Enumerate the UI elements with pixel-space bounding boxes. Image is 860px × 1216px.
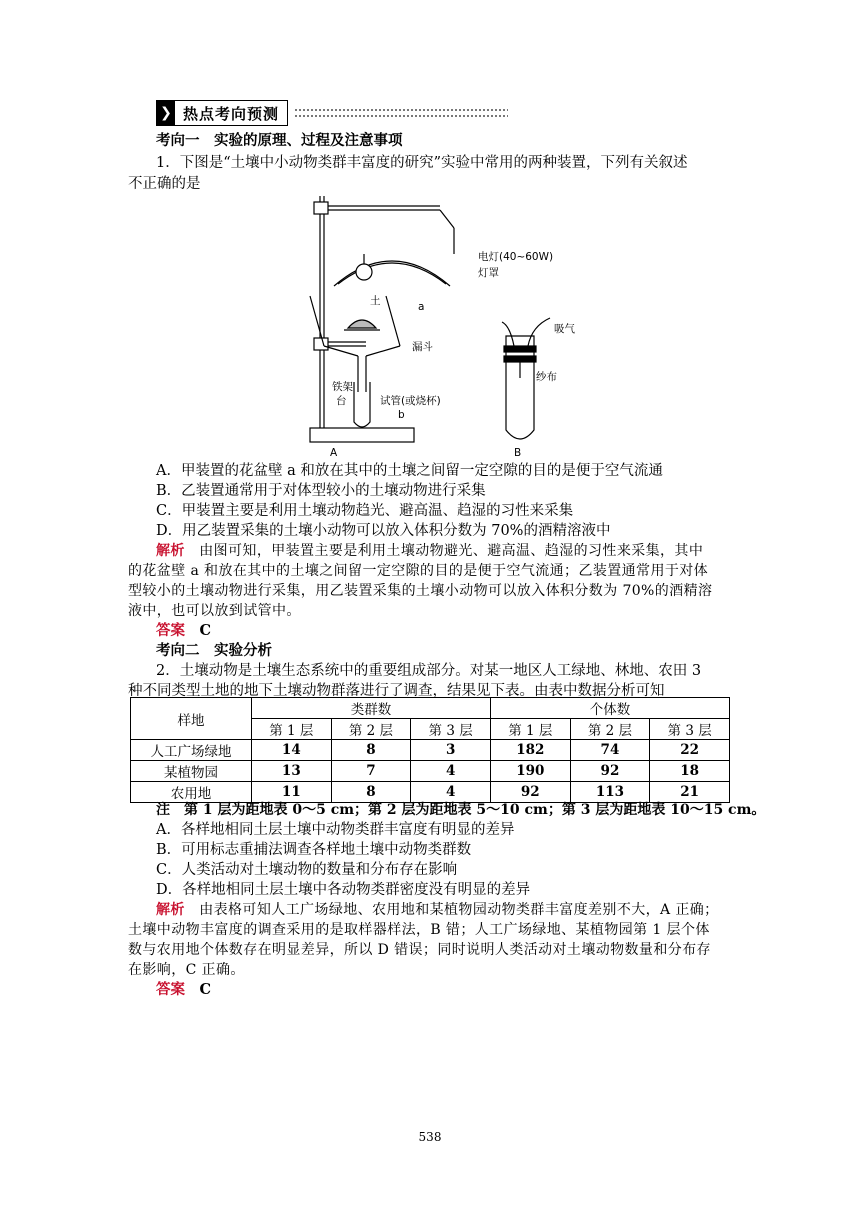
table-cell: 182 xyxy=(490,740,570,761)
table-cell: 8 xyxy=(331,782,411,803)
soil-animal-table xyxy=(130,697,730,803)
q1-option-d: D．用乙装置采集的土壤小动物可以放入体积分数为 70%的酒精溶液中 xyxy=(156,523,611,539)
row-site: 农用地 xyxy=(131,782,252,803)
section-banner xyxy=(156,100,508,126)
header-layer: 第 1 层 xyxy=(490,719,570,740)
table-cell: 4 xyxy=(411,761,491,782)
header-group-species: 类群数 xyxy=(252,698,491,719)
page-number: 538 xyxy=(418,1130,442,1144)
header-layer: 第 1 层 xyxy=(252,719,332,740)
table-cell: 22 xyxy=(650,740,730,761)
table-cell: 14 xyxy=(252,740,332,761)
table-cell: 74 xyxy=(570,740,650,761)
row-site: 人工广场绿地 xyxy=(131,740,252,761)
label-funnel: 漏斗 xyxy=(412,341,433,353)
q2-option-c: C．人类活动对土壤动物的数量和分布存在影响 xyxy=(156,862,458,878)
label-lamp: 电灯(40~60W) xyxy=(478,251,554,263)
section2-title: 考向二 实验分析 xyxy=(156,643,272,659)
header-layer: 第 2 层 xyxy=(331,719,411,740)
table-cell: 18 xyxy=(650,761,730,782)
table-cell: 4 xyxy=(411,782,491,803)
q2-analysis-text1: 由表格可知人工广场绿地、农用地和某植物园动物类群丰富度差别不大，A 正确； xyxy=(199,902,719,918)
q2-answer-value: C xyxy=(199,981,212,998)
q1-analysis-label: 解析 xyxy=(156,543,185,559)
table-cell: 11 xyxy=(252,782,332,803)
q2-analysis-line4: 在影响，C 正确。 xyxy=(128,962,245,978)
table-cell: 13 xyxy=(252,761,332,782)
table-cell: 92 xyxy=(570,761,650,782)
q1-analysis-line3: 型较小的土壤动物进行采集，用乙装置采集的土壤小动物可以放入体积分数为 70%的酒精溶 xyxy=(128,583,713,599)
apparatus-figure xyxy=(300,186,590,462)
q1-option-b: B．乙装置通常用于对体型较小的土壤动物进行采集 xyxy=(156,483,486,499)
q2-analysis-line3: 数与农用地个体数存在明显差异，所以 D 错误；同时说明人类活动对土壤动物数量和分布存 xyxy=(128,942,711,958)
header-group-individuals: 个体数 xyxy=(490,698,729,719)
q1-option-c: C．甲装置主要是利用土壤动物趋光、避高温、趋湿的习性来采集 xyxy=(156,503,574,519)
q2-answer-label: 答案 xyxy=(156,982,185,998)
table-row xyxy=(131,761,730,782)
table-header-row-1 xyxy=(131,698,730,719)
table-cell: 113 xyxy=(570,782,650,803)
table-row xyxy=(131,740,730,761)
row-site: 某植物园 xyxy=(131,761,252,782)
table-cell: 92 xyxy=(490,782,570,803)
q1-option-a: A．甲装置的花盆壁 a 和放在其中的土壤之间留一定空隙的目的是便于空气流通 xyxy=(156,463,663,479)
q2-stem-line2: 种不同类型土地的地下土壤动物群落进行了调查，结果见下表。由表中数据分析可知 xyxy=(128,683,665,699)
label-b: b xyxy=(398,409,405,421)
banner-title: 热点考向预测 xyxy=(183,104,280,123)
table-note: 注 第 1 层为距地表 0～5 cm；第 2 层为距地表 5～10 cm；第 3 层为距地表 10～15 cm。 xyxy=(156,802,766,818)
q2-analysis-line2: 土壤中动物丰富度的调查采用的是取样器样法，B 错；人工广场绿地、某植物园第 1 层个体 xyxy=(128,922,710,938)
label-shade: 灯罩 xyxy=(478,267,499,279)
test-tube-a xyxy=(354,382,370,427)
q1-answer-value: C xyxy=(199,622,212,639)
label-suck: 吸气 xyxy=(554,323,575,335)
banner-dots-decoration xyxy=(294,107,508,119)
table-cell: 21 xyxy=(650,782,730,803)
q1-analysis-line1 xyxy=(156,541,703,561)
q2-option-d: D．各样地相同土层土壤中各动物类群密度没有明显的差异 xyxy=(156,882,531,898)
header-layer: 第 3 层 xyxy=(650,719,730,740)
header-layer: 第 3 层 xyxy=(411,719,491,740)
q2-option-a: A．各样地相同土层土壤中动物类群丰富度有明显的差异 xyxy=(156,822,515,838)
header-site: 样地 xyxy=(131,698,252,740)
lamp-with-shade xyxy=(334,210,454,286)
q1-stem-line1: 1．下图是“土壤中小动物类群丰富度的研究”实验中常用的两种装置，下列有关叙述 xyxy=(156,155,688,171)
q2-stem-line1: 2．土壤动物是土壤生态系统中的重要组成部分。对某一地区人工绿地、林地、农田 3 xyxy=(156,663,702,679)
q2-answer xyxy=(156,980,211,1000)
label-soil: 土 xyxy=(370,295,381,307)
q1-analysis-text1: 由图可知，甲装置主要是利用土壤动物避光、避高温、趋湿的习性来采集，其中 xyxy=(199,543,704,559)
table-cell: 190 xyxy=(490,761,570,782)
q2-analysis-label: 解析 xyxy=(156,902,185,918)
banner-box xyxy=(156,100,288,126)
table-cell: 7 xyxy=(331,761,411,782)
section1-title: 考向一 实验的原理、过程及注意事项 xyxy=(156,133,403,149)
q2-option-b: B．可用标志重捕法调查各样地土壤中动物类群数 xyxy=(156,842,472,858)
label-tube: 试管(或烧杯) xyxy=(380,395,441,407)
label-a: a xyxy=(418,301,425,313)
table-cell: 3 xyxy=(411,740,491,761)
label-gauze: 纱布 xyxy=(536,371,557,383)
label-stand2: 台 xyxy=(336,395,347,407)
label-stand: 铁架 xyxy=(332,381,353,393)
q2-analysis-line1 xyxy=(156,900,719,920)
q1-answer xyxy=(156,621,211,641)
q1-answer-label: 答案 xyxy=(156,623,185,639)
chevron-right-icon: ❯ xyxy=(157,101,175,125)
header-layer: 第 2 层 xyxy=(570,719,650,740)
label-A: A xyxy=(330,447,338,459)
table-cell: 8 xyxy=(331,740,411,761)
q1-stem-line2: 不正确的是 xyxy=(128,176,201,192)
label-B: B xyxy=(514,447,522,459)
q1-analysis-line2: 的花盆壁 a 和放在其中的土壤之间留一定空隙的目的是便于空气流通；乙装置通常用于对体 xyxy=(128,563,709,579)
q1-analysis-line4: 液中，也可以放到试管中。 xyxy=(128,603,301,619)
